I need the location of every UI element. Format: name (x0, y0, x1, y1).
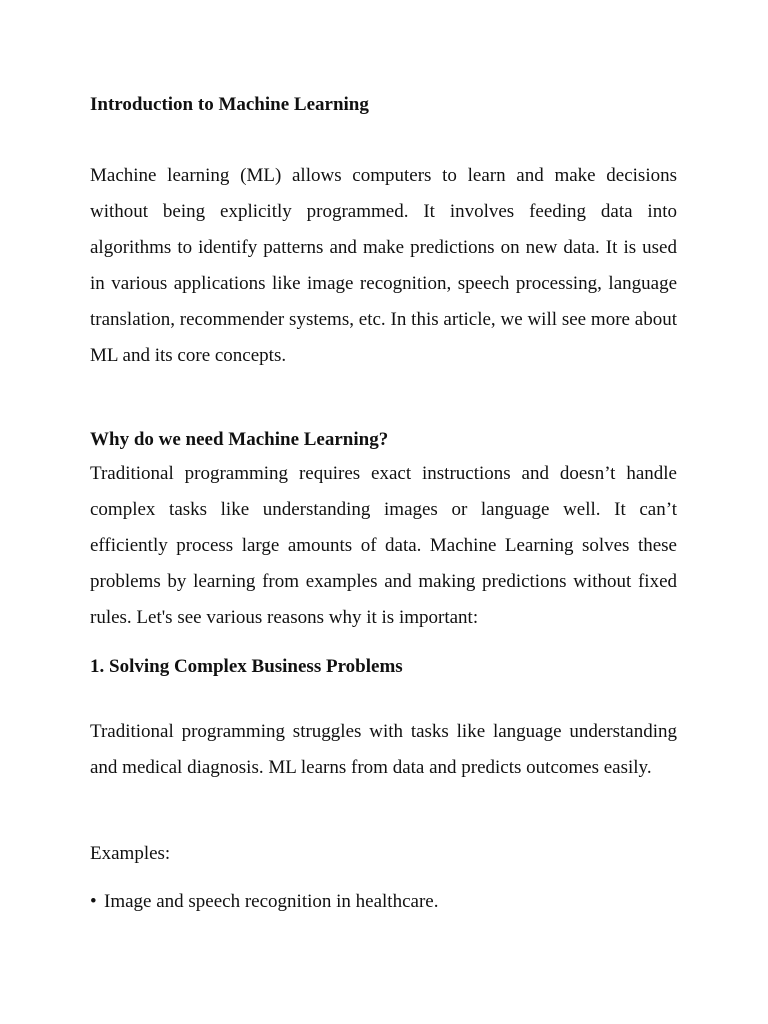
list-item-text: Image and speech recognition in healthcare. (104, 891, 439, 912)
document-title: Introduction to Machine Learning (90, 94, 369, 115)
why-heading: Why do we need Machine Learning? (90, 429, 389, 450)
examples-list (90, 890, 677, 914)
list-item (90, 890, 677, 914)
bullet-icon: • (90, 891, 97, 912)
why-paragraph: Traditional programming requires exact instructions and doesn’t handle complex tasks like understanding images or language well. It can’t efficiently process large amounts of data. Machine Learning solves these problems by learning from examples and making predictions without fixed rules. Let's see various reasons why it is important: (90, 463, 677, 628)
examples-label: Examples: (90, 843, 171, 864)
section-1-paragraph: Traditional programming struggles with tasks like language understanding and medical diagnosis. ML learns from data and predicts outcomes easily. (90, 721, 677, 778)
intro-paragraph: Machine learning (ML) allows computers to learn and make decisions without being explicitly programmed. It involves feeding data into algorithms to identify patterns and make predictions on new data. It is used in various applications like image recognition, speech processing, language translation, recommender systems, etc. In this article, we will see more about ML and its core concepts. (90, 165, 677, 366)
section-1-heading: 1. Solving Complex Business Problems (90, 656, 403, 677)
